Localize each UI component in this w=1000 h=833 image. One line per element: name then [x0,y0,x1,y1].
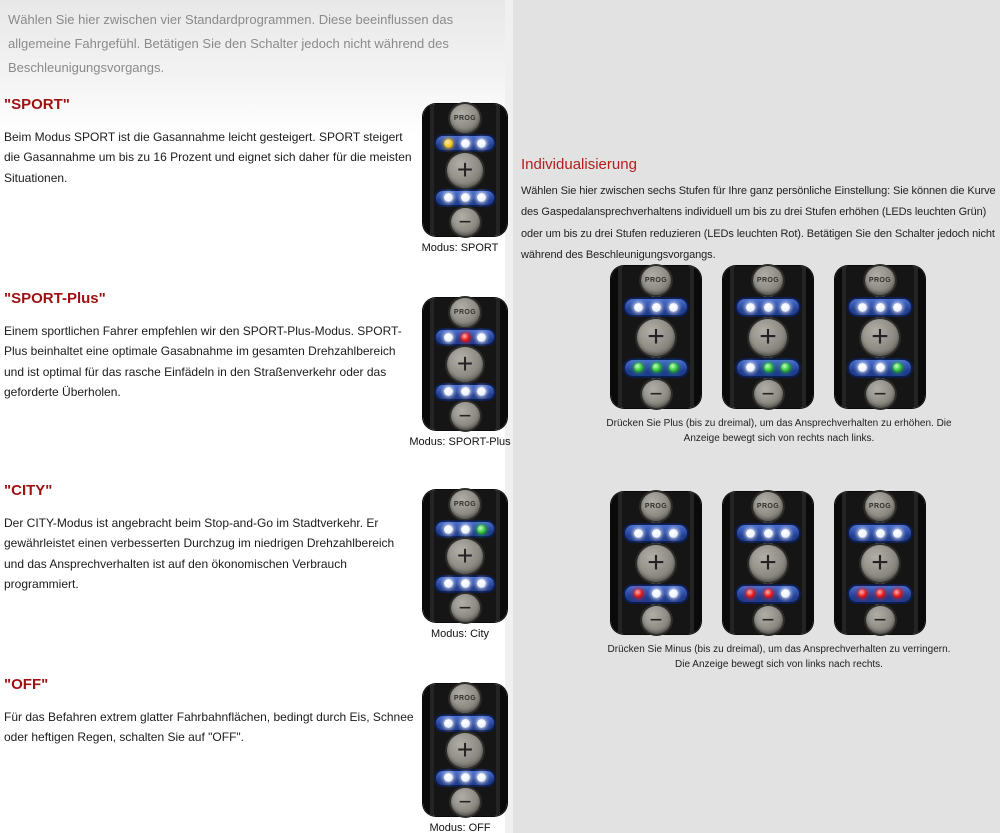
led-bar-top [849,525,911,541]
mode-description: Der CITY-Modus ist angebracht beim Stop-and-Go im Stadtverkehr. Er gewährleistet einen verbesserten Durchzug im niedrigen Drehzahlbereich und das Ansprechverhalten ist auf den ökonomischen Verbrauch programmiert. [4,516,395,592]
led-white [746,303,755,312]
prog-button: PROG [865,266,895,295]
led-bar-bottom [436,385,494,399]
prog-button: PROG [450,490,480,519]
led-red [858,589,867,598]
led-green [781,363,790,372]
led-white [858,303,867,312]
led-bar-bottom [436,771,494,785]
device-plus-step-3 [611,266,701,408]
led-white [444,193,453,202]
minus-button: − [451,788,480,816]
led-white [477,193,486,202]
mode-caption: Modus: SPORT-Plus [409,436,511,448]
led-bar-bottom [737,360,799,376]
led-bar-bottom [737,586,799,602]
led-white [634,303,643,312]
led-white [781,529,790,538]
led-bar-bottom [436,577,494,591]
led-bar-top [436,522,494,536]
device-minus-step-2 [723,492,813,634]
led-white [477,387,486,396]
led-bar-top [436,330,494,344]
led-bar-top [436,136,494,150]
minus-button: − [754,380,783,408]
plus-button: + [749,545,787,582]
plus-button: + [447,153,483,188]
device-plus-step-1 [835,266,925,408]
led-white [461,387,470,396]
led-bar-bottom [436,191,494,205]
mode-description: Beim Modus SPORT ist die Gasannahme leicht gesteigert. SPORT steigert die Gasannahme um bis zu 16 Prozent und eignet sich daher für die meisten Situationen. [4,130,412,185]
led-green [764,363,773,372]
led-bar-bottom [625,360,687,376]
mode-section-sport [0,96,505,290]
plus-button: + [447,539,483,574]
led-red [746,589,755,598]
led-white [461,719,470,728]
led-bar-top [737,525,799,541]
led-white [477,579,486,588]
mode-title: "CITY" [4,482,53,499]
mode-section-off [0,676,505,833]
led-white [893,303,902,312]
led-green [893,363,902,372]
led-white [876,529,885,538]
led-white [652,529,661,538]
device-mode-sport [423,104,507,236]
led-bar-top [436,716,494,730]
prog-button: PROG [641,492,671,521]
led-white [764,303,773,312]
mode-title: "SPORT" [4,96,70,113]
plus-button: + [861,545,899,582]
minus-button: − [451,594,480,622]
minus-steps-device-row [611,492,925,634]
led-white [669,303,678,312]
led-red [876,589,885,598]
led-bar-top [849,299,911,315]
led-bar-bottom [849,586,911,602]
led-yellow [444,139,453,148]
led-white [444,579,453,588]
led-white [781,589,790,598]
device-mode-city [423,490,507,622]
prog-button: PROG [865,492,895,521]
mode-caption: Modus: City [430,628,490,640]
individualization-title: Individualisierung [521,156,637,173]
minus-button: − [754,606,783,634]
led-red [893,589,902,598]
mode-section-sport-plus [0,290,511,484]
led-white [461,773,470,782]
minus-button: − [866,380,895,408]
led-white [444,525,453,534]
led-white [669,589,678,598]
mode-description: Einem sportlichen Fahrer empfehlen wir den SPORT-Plus-Modus. SPORT-Plus beinhaltet eine optimale Gasabnahme im gesamten Drehzahlbereich und ist optimal für das rasche Einfädeln in den Straßenverkehr oder das geforderte Überholen. [4,324,402,400]
device-minus-step-1 [611,492,701,634]
led-white [477,333,486,342]
plus-button: + [637,545,675,582]
led-white [444,333,453,342]
prog-button: PROG [753,492,783,521]
led-white [652,589,661,598]
led-white [461,579,470,588]
led-white [634,529,643,538]
led-white [477,773,486,782]
minus-row-caption: Drücken Sie Minus (bis zu dreimal), um das Ansprechverhalten zu verringern. Die Anzeige bewegt sich von links nach rechts. [607,644,951,670]
mode-caption: Modus: OFF [429,822,491,833]
led-white [461,139,470,148]
prog-button: PROG [641,266,671,295]
minus-button: − [451,208,480,236]
led-white [876,363,885,372]
prog-button: PROG [753,266,783,295]
led-green [477,525,486,534]
led-green [652,363,661,372]
device-mode-off [423,684,507,816]
led-white [461,525,470,534]
device-minus-step-3 [835,492,925,634]
minus-button: − [451,402,480,430]
device-mode-sport-plus [423,298,507,430]
led-white [746,363,755,372]
plus-row-caption: Drücken Sie Plus (bis zu dreimal), um das Ansprechverhalten zu erhöhen. Die Anzeige bewegt sich von rechts nach links. [606,418,952,444]
led-white [477,139,486,148]
led-white [781,303,790,312]
led-red [461,333,470,342]
led-green [634,363,643,372]
led-white [764,529,773,538]
mode-caption: Modus: SPORT [421,242,499,254]
mode-title: "OFF" [4,676,49,693]
led-white [876,303,885,312]
plus-button: + [637,319,675,356]
led-white [444,719,453,728]
mode-section-city [0,482,505,676]
plus-button: + [861,319,899,356]
led-green [669,363,678,372]
plus-steps-device-row [611,266,925,408]
individualization-description: Wählen Sie hier zwischen sechs Stufen für Ihre ganz persönliche Einstellung: Sie können die Kurve des Gaspedalansprechverhaltens individuell um bis zu drei Stufen erhöhen (LEDs leuchten Grün) oder um bis zu drei Stufen reduzieren (LEDs leuchten Rot). Betätigen Sie den Schalter jedoch nicht während des Beschleunigungsvorgangs. [521,185,996,262]
minus-button: − [642,606,671,634]
plus-button: + [447,733,483,768]
minus-button: − [642,380,671,408]
led-bar-bottom [625,586,687,602]
mode-description: Für das Befahren extrem glatter Fahrbahnflächen, bedingt durch Eis, Schnee oder heftigen Regen, schalten Sie auf "OFF". [4,710,414,745]
led-bar-top [625,299,687,315]
led-white [746,529,755,538]
led-white [461,193,470,202]
device-plus-step-2 [723,266,813,408]
led-bar-bottom [849,360,911,376]
led-white [858,529,867,538]
led-bar-top [737,299,799,315]
intro-text: Wählen Sie hier zwischen vier Standardprogrammen. Diese beeinflussen das allgemeine Fahrgefühl. Betätigen Sie den Schalter jedoch nicht während des Beschleunigungsvorgangs. [8,12,454,76]
individualization-panel [513,0,1000,833]
led-white [444,773,453,782]
led-white [893,529,902,538]
led-white [444,387,453,396]
led-white [477,719,486,728]
prog-button: PROG [450,298,480,327]
plus-button: + [447,347,483,382]
led-red [764,589,773,598]
prog-button: PROG [450,104,480,133]
prog-button: PROG [450,684,480,713]
led-red [634,589,643,598]
led-white [858,363,867,372]
plus-button: + [749,319,787,356]
led-white [669,529,678,538]
led-white [652,303,661,312]
minus-button: − [866,606,895,634]
mode-title: "SPORT-Plus" [4,290,106,307]
led-bar-top [625,525,687,541]
